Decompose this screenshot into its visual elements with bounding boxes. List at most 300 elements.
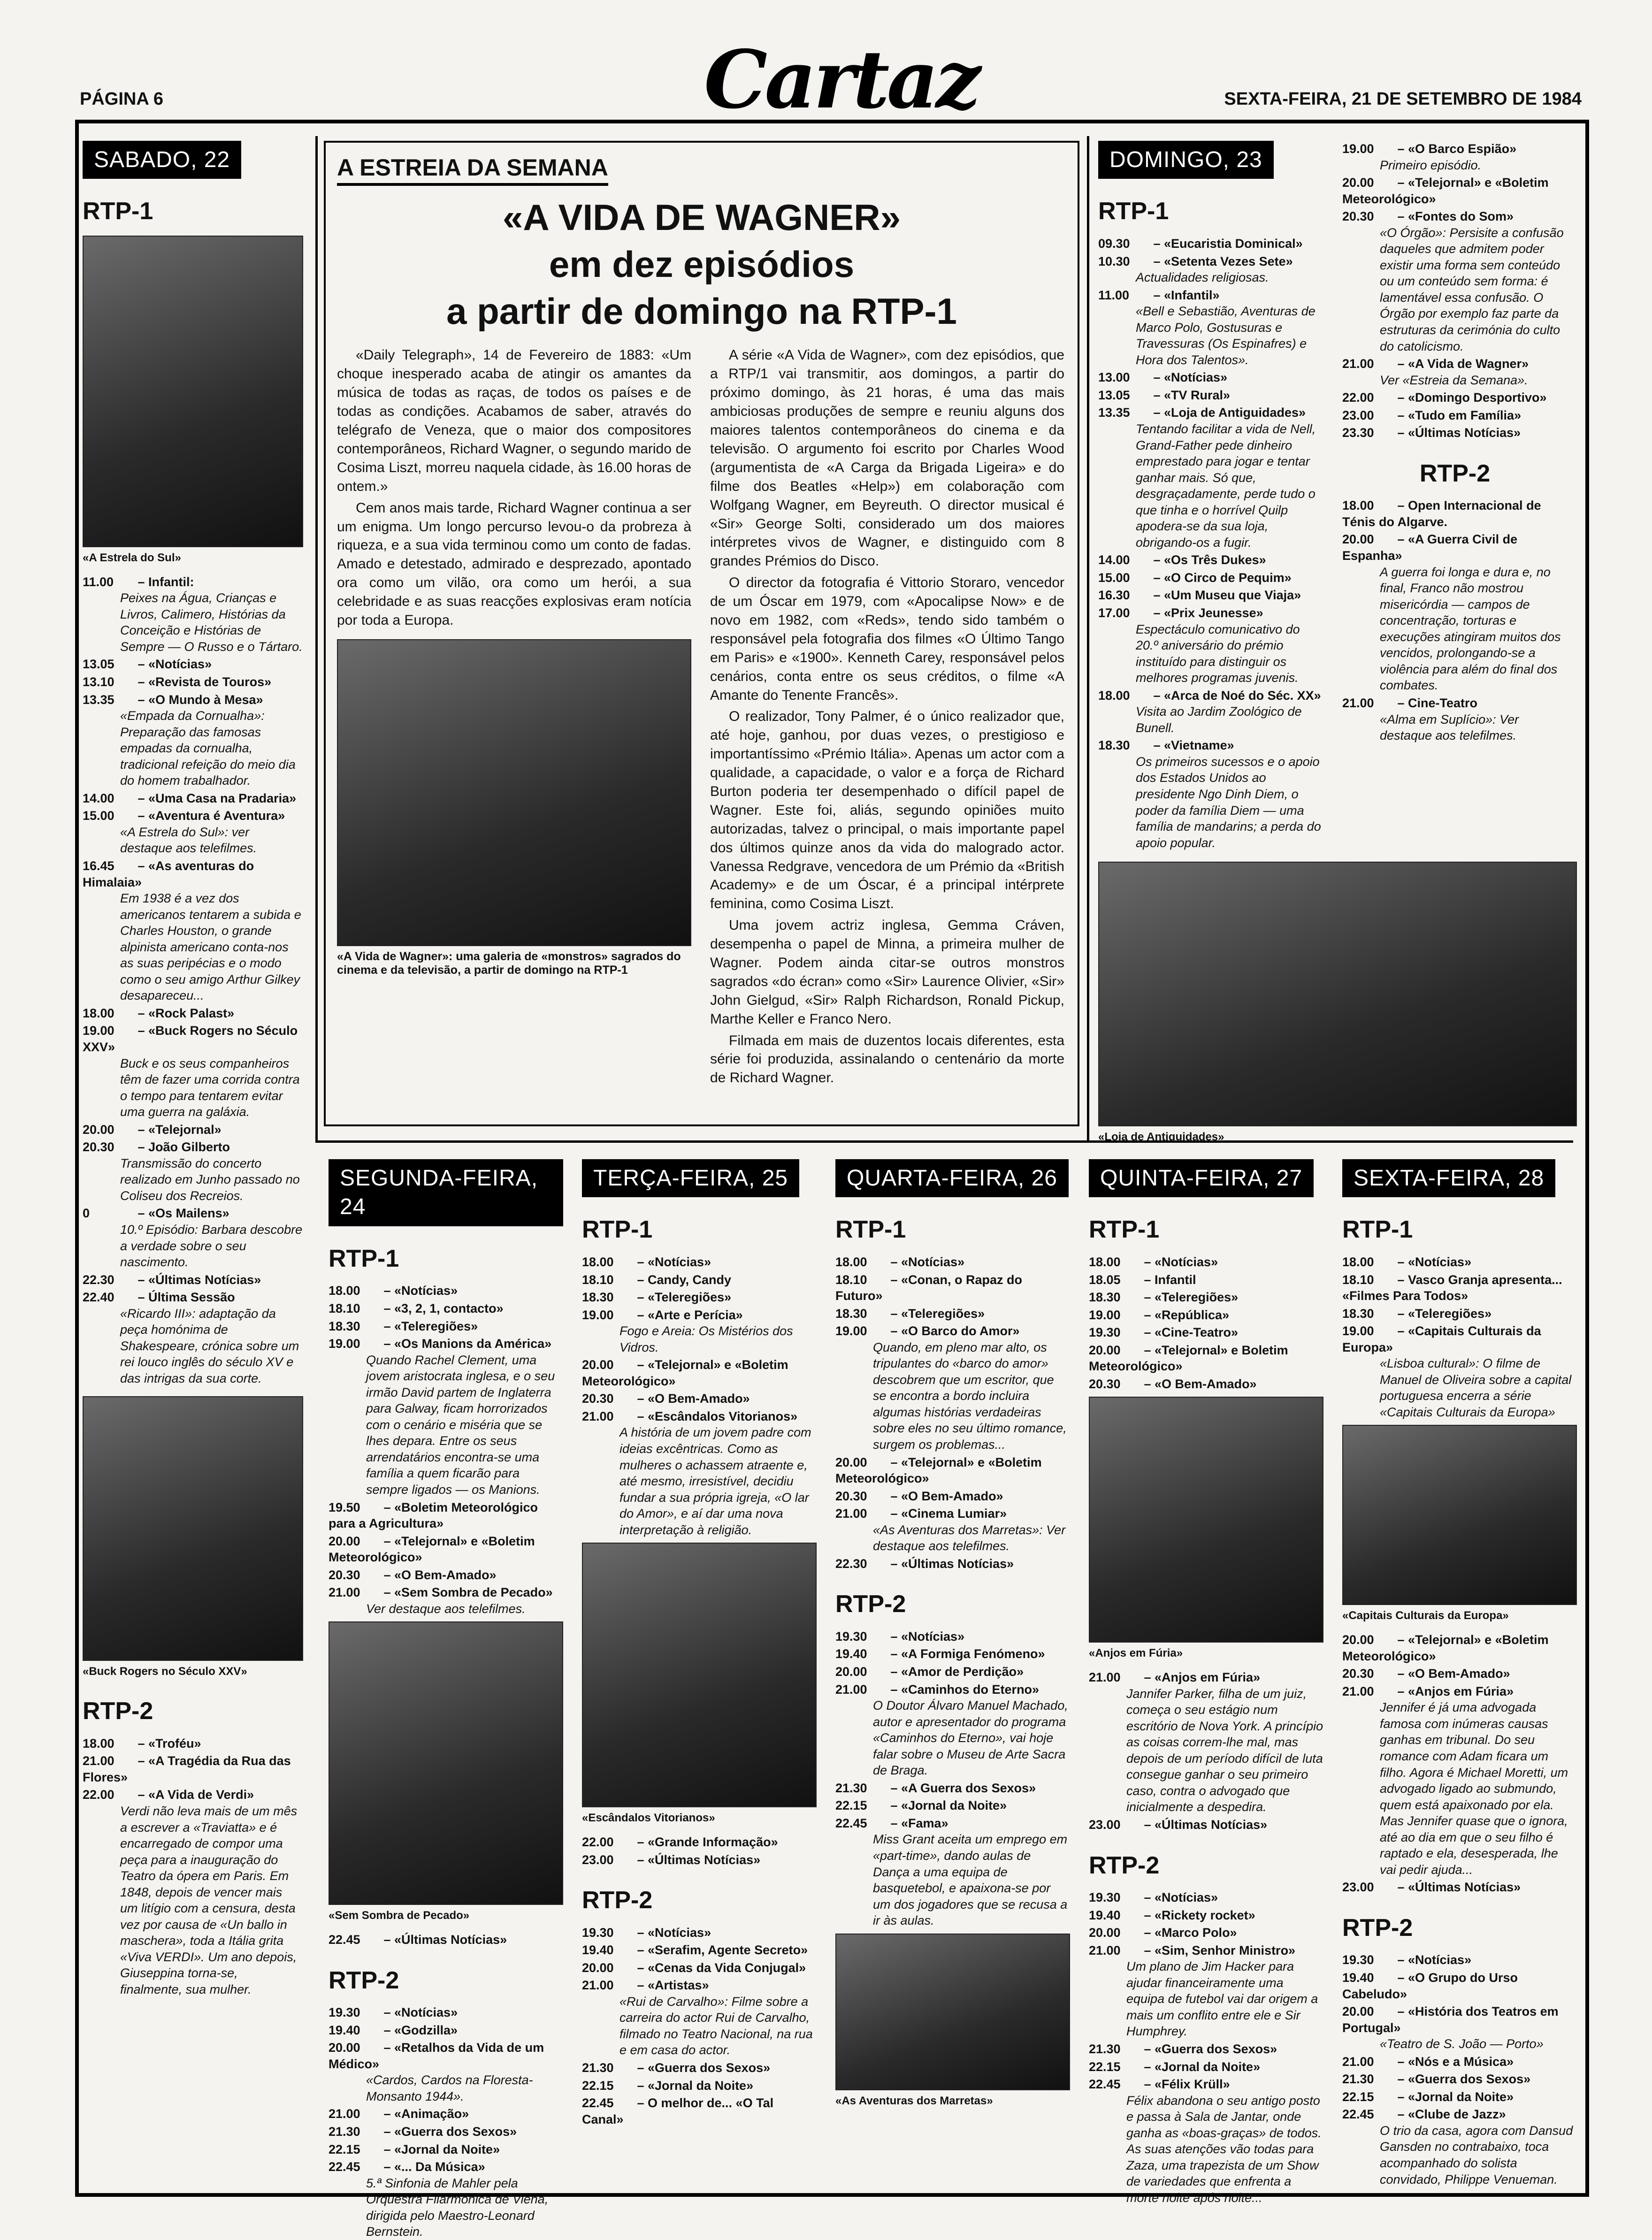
program-time: 21.00	[329, 1585, 360, 1600]
program-time: 09.30	[1098, 236, 1130, 251]
photo-caption: «Escândalos Vitorianos»	[582, 1812, 715, 1825]
program-title: – «Notícias»	[1140, 1890, 1218, 1905]
issue-date: SEXTA-FEIRA, 21 DE SETEMBRO DE 1984	[1224, 89, 1582, 109]
program-entry	[329, 1300, 563, 1317]
program-title: – O melhor de... «O Tal Canal»	[582, 2096, 774, 2126]
program-time: 15.00	[1098, 570, 1130, 585]
photo-sem-sombra-de-pecado	[329, 1621, 563, 1905]
program-time: 0	[83, 1206, 90, 1221]
program-entry	[83, 1735, 303, 1752]
program-description: «Empada da Cornualha»: Preparação das famosas empadas da cornualha, tradicional refeição do meio dia do homem trabalhador.	[120, 709, 296, 788]
channel-heading: RTP-2	[1089, 1851, 1160, 1879]
photo-caption: «Capitais Culturais da Europa»	[1342, 1609, 1509, 1622]
program-time: 20.00	[329, 2041, 360, 2055]
program-time: 18.30	[1089, 1290, 1121, 1305]
program-entry	[1098, 587, 1323, 604]
program-entry	[582, 1852, 817, 1868]
program-time: 21.00	[582, 1978, 614, 1993]
program-entry	[835, 1815, 1070, 1929]
program-list	[582, 1834, 817, 1868]
program-title: – «Últimas Notícias»	[887, 1556, 1014, 1571]
program-entry	[83, 574, 303, 655]
program-description: «Bell e Sebastião, Aventuras de Marco Polo, Gostusuras e Travessuras (Os Espinafres) e Hora dos Talentos».	[1136, 304, 1315, 367]
program-title: – «Últimas Notícias»	[1394, 1880, 1521, 1895]
program-list	[1342, 1632, 1577, 1896]
program-entry	[329, 1336, 563, 1498]
photo-escandalos-vitorianos	[582, 1543, 817, 1807]
program-title: – «Vietname»	[1150, 738, 1234, 753]
program-time: 22.45	[582, 2096, 614, 2110]
program-title: – «Últimas Notícias»	[380, 1933, 507, 1947]
program-time: 21.30	[329, 2125, 360, 2139]
program-entry	[1342, 1272, 1577, 1304]
program-title: – «Jornal da Noite»	[887, 1798, 1007, 1813]
photo-capitais-culturais	[1342, 1425, 1577, 1605]
program-title: – «A Tragédia da Rua das Flores»	[83, 1754, 291, 1784]
program-entry	[1342, 2003, 1577, 2052]
program-title: – «Artistas»	[634, 1978, 709, 1993]
program-list	[1342, 497, 1568, 743]
program-title: – «Telejornal» e «Boletim Meteorológico»	[835, 1455, 1042, 1486]
program-title: – «Notícias»	[1150, 370, 1228, 385]
program-title: – «Um Museu que Viaja»	[1150, 588, 1301, 603]
program-time: 20.00	[329, 1534, 360, 1548]
channel-heading: RTP-2	[835, 1590, 906, 1618]
program-time: 21.30	[1342, 2072, 1374, 2087]
program-list	[582, 1925, 817, 2128]
program-time: 18.00	[835, 1254, 867, 1269]
program-time: 22.30	[83, 1272, 115, 1287]
program-title: – «Godzilla»	[380, 2023, 458, 2037]
program-time: 18.30	[329, 1319, 360, 1333]
program-title: – «Félix Krüll»	[1140, 2077, 1230, 2092]
channel-heading: RTP-2	[329, 1966, 399, 1994]
program-title: – «Fama»	[887, 1816, 948, 1830]
program-description: Buck e os seus companheiros têm de fazer uma corrida contra o tempo para tentarem evitar uma guerra na galáxia.	[120, 1056, 300, 1119]
program-title: – «A Guerra Civil de Espanha»	[1342, 532, 1518, 563]
program-title: – «Jornal da Noite»	[380, 2142, 500, 2156]
program-entry	[83, 1272, 303, 1288]
program-title: – «Arte e Perícia»	[634, 1307, 743, 1322]
program-title: – «Capitais Culturais da Europa»	[1342, 1324, 1541, 1354]
program-time: 20.30	[582, 1391, 614, 1406]
program-time: 18.00	[1342, 498, 1374, 513]
program-time: 19.30	[1089, 1890, 1121, 1905]
program-time: 19.50	[329, 1500, 360, 1514]
program-title: – Candy, Candy	[634, 1272, 732, 1287]
program-description: O Doutor Álvaro Manuel Machado, autor e apresentador do programa «Caminhos do Eterno», vai hoje falar sobre o Museu de Arte Sacra de Braga.	[873, 1698, 1068, 1778]
program-list	[329, 1932, 563, 1948]
program-title: – «Telejornal» e «Boletim Meteorológico»	[582, 1358, 788, 1388]
program-entry	[1342, 1306, 1577, 1322]
program-time: 19.00	[1342, 142, 1374, 156]
program-title: – «A Formiga Fenómeno»	[887, 1647, 1045, 1661]
feature-paragraph: Uma jovem actriz inglesa, Gemma Cráven, desempenha o papel de Minna, a primeira mulher de Wagner. Podem ainda citar-se outros monstros sagrados «do écran» como «Sir» Laurence Olivier, «Sir» John Gielgud, «Sir» Ralph Richardson, Ronald Pickup, Marthe Keller e Franco Nero.	[710, 917, 1064, 1027]
program-entry	[1342, 1952, 1577, 1968]
feature-paragraph: O director da fotografia é Vittorio Storaro, vencedor de um Óscar em 1979, com «Apocalipse Now» e de novo em 1982, com «Reds», tendo sido também o responsável pela fotografia dos filmes «O Último Tango em Paris» e «1900». Kenneth Carey, responsável pelos cenários, conta entre os seus créditos, o filme «A Amante do Tenente Francês».	[710, 575, 1064, 703]
program-title: – «Rock Palast»	[134, 1006, 235, 1020]
photo-vida-de-wagner	[337, 639, 691, 946]
program-entry	[1098, 287, 1323, 368]
program-entry	[1089, 1669, 1323, 1815]
program-time: 20.00	[582, 1358, 614, 1372]
photo-caption: «Buck Rogers no Século XXV»	[83, 1665, 247, 1678]
program-entry	[83, 808, 303, 856]
program-time: 21.00	[1342, 1684, 1374, 1698]
program-title: – «Eucaristia Dominical»	[1150, 236, 1303, 251]
program-time: 22.15	[329, 2142, 360, 2156]
program-entry	[1089, 1817, 1323, 1833]
program-entry	[582, 2095, 817, 2127]
program-time: 22.45	[1342, 2107, 1374, 2122]
program-entry	[1342, 2071, 1577, 2087]
program-entry	[1342, 497, 1568, 530]
program-time: 22.45	[329, 1933, 360, 1947]
program-time: 13.05	[1098, 388, 1130, 402]
program-title: – «Caminhos do Eterno»	[887, 1682, 1040, 1697]
program-time: 21.30	[582, 2061, 614, 2075]
program-description: Em 1938 é a vez dos americanos tentarem a subida e Charles Houston, o grande alpinista americano conta-nos as suas peripécias e o modo como o seu amigo Arthur Gilkey desapareceu...	[120, 891, 301, 1003]
program-entry	[582, 1977, 817, 2058]
program-entry	[582, 1254, 817, 1270]
day-heading: SEGUNDA-FEIRA, 24	[329, 1159, 563, 1226]
program-title: – «Telejornal» e «Boletim Meteorológico»	[1342, 1633, 1549, 1663]
program-entry	[1089, 1342, 1323, 1375]
program-list	[582, 1254, 817, 1538]
day-heading: DOMINGO, 23	[1098, 141, 1274, 179]
thursday-column	[1089, 1159, 1323, 2205]
program-time: 18.00	[1342, 1254, 1374, 1269]
photo-caption: «Sem Sombra de Pecado»	[329, 1909, 470, 1922]
program-entry	[1098, 552, 1323, 568]
program-title: – «Teleregiões»	[1394, 1306, 1492, 1321]
program-entry	[835, 1780, 1070, 1797]
program-description: Um plano de Jim Hacker para ajudar financeiramente uma equipa de futebol vai dar origem a mais um conflito entre ele e Sir Humphrey.	[1126, 1959, 1318, 2039]
photo-caption: «A Vida de Wagner»: uma galeria de «monstros» sagrados do cinema e da televisão, a partir de domingo na RTP-1	[337, 949, 681, 977]
program-time: 22.30	[835, 1556, 867, 1571]
program-title: – «Os Mailens»	[134, 1206, 229, 1221]
photo-loja-de-antiguidades	[1098, 862, 1577, 1126]
program-entry	[1089, 1376, 1323, 1392]
program-title: – «Conan, o Rapaz do Futuro»	[835, 1272, 1023, 1303]
program-title: – «Loja de Antiguidades»	[1150, 405, 1306, 420]
program-list	[83, 1735, 303, 1998]
program-time: 14.00	[1098, 553, 1130, 567]
program-list	[329, 1283, 563, 1617]
program-time: 20.30	[83, 1140, 115, 1154]
program-title: – «Notícias»	[1140, 1254, 1218, 1269]
feature-paragraph: Cem anos mais tarde, Richard Wagner continua a ser um enigma. Um longo percurso levou-o da probreza à riqueza, e a sua vida terminou como um conto de fadas. Amado e detestado, admirado e desprezado, apontado ora como um vilão, ora como um herói, a sua celebridade e as suas reacções explosivas eram notícia por toda a Europa.	[337, 500, 691, 628]
program-time: 19.00	[329, 1337, 360, 1351]
program-time: 19.00	[835, 1324, 867, 1338]
program-time: 13.35	[1098, 405, 1130, 420]
program-time: 22.15	[835, 1798, 867, 1813]
program-description: Tentando facilitar a vida de Nell, Grand-Father pede dinheiro emprestado para jogar e tentar ganhar mais. Só que, desgraçadamente, perde tudo o que tinha e o horrível Quilp apodera-se da sua loja, obrigando-os a fugir.	[1136, 422, 1316, 550]
program-title: – «Teleregiões»	[1140, 1290, 1239, 1305]
program-description: «A Estrela do Sul»: ver destaque aos telefilmes.	[120, 825, 257, 856]
program-entry	[1098, 236, 1323, 252]
program-entry	[1089, 1907, 1323, 1924]
feature-paragraph: O realizador, Tony Palmer, é o único realizador que, até hoje, ganhou, por duas vezes, o prestigioso e importantíssimo «Prémio Itália». Apenas um actor com a qualidade, a capacidade, o valor e a força de Richard Burton poderia ter desempenhado o difícil papel de Wagner. Este foi, aliás, segundo opiniões muito autorizadas, talvez o principal, o mais importante papel dos últimos quinze anos da vida do malogrado actor. Vanessa Redgrave, vencedora de um Prémio da «British Academy» e de um Óscar, é a principal intérprete feminina, como Cosima Liszt.	[710, 709, 1064, 912]
channel-heading: RTP-1	[835, 1216, 906, 1244]
program-description: Visita ao Jardim Zoológico de Bunell.	[1136, 704, 1302, 735]
program-title: – «Teleregiões»	[380, 1319, 478, 1333]
program-entry	[1098, 688, 1323, 736]
program-description: Félix abandona o seu antigo posto e passa à Sala de Jantar, onde ganha as «boas-graças» de todos. As suas atenções vão todas para Zaza, uma trapezista de um Show de variedades que enfrenta a morte noite após noite...	[1126, 2093, 1322, 2205]
channel-heading: RTP-1	[1089, 1216, 1160, 1244]
photo-caption: «A Estrela do Sul»	[83, 551, 181, 564]
program-entry	[1342, 356, 1568, 388]
program-title: – «Notícias»	[634, 1925, 711, 1940]
channel-heading: RTP-2	[1419, 459, 1491, 487]
program-entry	[329, 1318, 563, 1335]
program-description: Quando Rachel Clement, uma jovem aristocrata inglesa, e o seu irmão David partem de Inglaterra para Galway, ficam horrorizados com o cenário e miséria que se lhes depara. Entre os seus arrendatários encontra-se uma família a quem ficarão para sempre ligados — os Manions.	[366, 1353, 555, 1497]
program-entry	[83, 1023, 303, 1120]
program-entry	[1089, 1925, 1323, 1941]
column-rule	[1087, 136, 1089, 1140]
program-title: – «Cinema Lumiar»	[887, 1506, 1007, 1521]
program-title: – «As aventuras do Himalaia»	[83, 859, 254, 889]
program-title: – «... Da Música»	[380, 2160, 485, 2174]
program-description: Verdi não leva mais de um mês a escrever a «Traviatta» e é encarregado de compor uma peça para a inauguração do Teatro da ópera em Paris. Em 1848, depois de vencer mais um litígio com a censura, desta vez por causa de «Un ballo in maschera», toda a Itália grita «Viva VERDI». Um ano depois, Giuseppina torna-se, finalmente, sua mulher.	[120, 1804, 298, 1996]
program-time: 15.00	[83, 809, 115, 823]
program-description: O trio da casa, agora com Dansud Gansden no contrabaixo, toca acompanhado do solista convidado, Philippe Venueman.	[1380, 2123, 1573, 2186]
program-title: – «Notícias»	[380, 1284, 458, 1298]
program-entry	[1342, 1683, 1577, 1878]
program-entry	[1342, 390, 1568, 406]
program-time: 20.00	[835, 1665, 867, 1679]
program-entry	[329, 1283, 563, 1299]
program-title: – «Anjos em Fúria»	[1394, 1684, 1514, 1698]
tuesday-column	[582, 1159, 817, 2178]
program-title: – «Animação»	[380, 2107, 469, 2121]
program-title: – «Uma Casa na Pradaria»	[134, 791, 297, 805]
program-title: – «O Barco Espião»	[1394, 142, 1517, 156]
program-list	[1089, 1669, 1323, 1833]
program-title: – «Guerra dos Sexos»	[1394, 2072, 1531, 2087]
program-title: – «Teleregiões»	[634, 1290, 732, 1305]
program-list	[1089, 1889, 1323, 2206]
program-description: Os primeiros sucessos e o apoio dos Estados Unidos ao presidente Ngo Dinh Diem, o poder da família Diem — uma família de mandarins; a perda do apoio popular.	[1136, 754, 1321, 850]
program-list	[329, 2004, 563, 2240]
program-description: A história de um jovem padre com ideias excêntricas. Como as mulheres o achassem atraente e, até mesmo, irresistível, decidiu fundar a sua própria igreja, «O lar do Amor», e aí dar uma nova interpretação à religião.	[620, 1425, 811, 1537]
program-time: 18.00	[329, 1284, 360, 1298]
photo-anjos-em-furia	[1089, 1397, 1323, 1643]
program-entry	[1342, 2054, 1577, 2070]
program-entry	[1089, 1289, 1323, 1306]
program-time: 21.00	[582, 1409, 614, 1423]
program-title: – «Telejornal» e Boletim Meteorológico»	[1089, 1343, 1288, 1374]
program-title: – «3, 2, 1, contacto»	[380, 1301, 504, 1315]
program-title: – «A Vida de Wagner»	[1394, 357, 1529, 371]
program-description: «Rui de Carvalho»: Filme sobre a carreira do actor Rui de Carvalho, filmado no Teatro Nacional, na rua e em casa do actor.	[620, 1994, 813, 2057]
program-time: 13.00	[1098, 370, 1130, 385]
program-entry	[1342, 695, 1568, 744]
program-description: «Alma em Suplício»: Ver destaque aos telefilmes.	[1380, 712, 1519, 743]
program-time: 11.00	[1098, 288, 1130, 302]
program-entry	[1089, 1942, 1323, 2040]
channel-heading: RTP-1	[1342, 1216, 1413, 1244]
program-title: – «O Bem-Amado»	[1394, 1667, 1510, 1681]
program-title: – «Sim, Senhor Ministro»	[1140, 1943, 1296, 1957]
program-time: 20.30	[835, 1489, 867, 1503]
program-description: Espectáculo comunicativo do 20.º aniversário do prémio instituído para distinguir os melhores programas juvenis.	[1136, 622, 1300, 685]
day-heading: SABADO, 22	[83, 141, 241, 179]
program-entry	[582, 1834, 817, 1850]
program-description: «As Aventuras dos Marretas»: Ver destaque aos telefilmes.	[873, 1522, 1066, 1553]
program-time: 22.00	[1342, 390, 1374, 405]
program-title: – «TV Rural»	[1150, 388, 1231, 402]
program-entry	[1342, 1254, 1577, 1270]
program-title: – Última Sessão	[134, 1290, 235, 1305]
program-time: 21.00	[1089, 1670, 1121, 1685]
program-entry	[329, 2124, 563, 2140]
program-title: – «Domingo Desportivo»	[1394, 390, 1547, 405]
program-description: Fogo e Areia: Os Mistérios dos Vidros.	[620, 1324, 793, 1354]
program-time: 19.30	[1342, 1953, 1374, 1967]
program-description: Actualidades religiosas.	[1136, 270, 1269, 285]
program-entry	[83, 790, 303, 807]
program-description: Transmissão do concerto realizado em Junho passado no Coliseu dos Recreios.	[120, 1156, 300, 1203]
program-entry	[1342, 407, 1568, 424]
program-description: 5.ª Sinfonia de Mahler pela Orquestra Filarmónica de Viena, dirigida pelo Maestro-Leonard Bernstein.	[366, 2176, 549, 2239]
page-number: PÁGINA 6	[80, 89, 164, 109]
program-time: 21.00	[1089, 1943, 1121, 1957]
program-entry	[835, 1254, 1070, 1270]
program-title: – «O Bem-Amado»	[380, 1567, 497, 1582]
program-list	[1342, 141, 1568, 441]
program-title: – «Os Três Dukes»	[1150, 553, 1266, 567]
program-entry	[835, 1797, 1070, 1814]
feature-text-col2	[710, 346, 1064, 1090]
feature-kicker: A ESTREIA DA SEMANA	[337, 154, 608, 186]
program-title: – «Grande Informação»	[634, 1835, 778, 1849]
program-time: 21.00	[83, 1754, 115, 1768]
program-time: 20.00	[1089, 1926, 1121, 1940]
photo-buck-rogers	[83, 1396, 303, 1661]
program-title: – «Fontes do Som»	[1394, 209, 1514, 224]
program-title: – «Notícias»	[134, 657, 212, 672]
program-entry	[83, 1787, 303, 1997]
program-entry	[582, 1408, 817, 1538]
program-list	[835, 1628, 1070, 1929]
program-title: – «Marco Polo»	[1140, 1926, 1237, 1940]
program-time: 22.40	[83, 1290, 115, 1305]
program-time: 17.00	[1098, 606, 1130, 620]
program-time: 18.10	[329, 1301, 360, 1315]
channel-heading: RTP-2	[582, 1887, 653, 1914]
channel-heading: RTP-2	[1342, 1914, 1413, 1942]
program-time: 19.40	[329, 2023, 360, 2037]
photo-caption: «Loja de Antiguidades»	[1098, 1131, 1224, 1144]
program-time: 14.00	[83, 791, 115, 805]
program-title: – «Jornal da Noite»	[1140, 2059, 1261, 2074]
program-time: 19.00	[83, 1024, 115, 1038]
program-time: 20.30	[1342, 209, 1374, 224]
program-time: 21.00	[1342, 2054, 1374, 2069]
program-entry	[582, 1391, 817, 1407]
program-time: 20.00	[582, 1960, 614, 1975]
program-title: – «Jornal da Noite»	[634, 2078, 754, 2093]
program-title: – «Guerra dos Sexos»	[380, 2125, 517, 2139]
program-time: 18.30	[1342, 1306, 1374, 1321]
program-time: 13.10	[83, 674, 115, 689]
program-title: – «Cenas da Vida Conjugal»	[634, 1960, 806, 1975]
program-title: – «Troféu»	[134, 1736, 201, 1751]
program-title: – «Últimas Notícias»	[1140, 1818, 1268, 1832]
feature-article	[324, 141, 1079, 1126]
program-title: – «Telejornal»	[134, 1122, 222, 1137]
program-description: «Lisboa cultural»: O filme de Manuel de Oliveira sobre a capital portuguesa encerra a série «Capitais Culturais da Europa»	[1380, 1356, 1572, 1419]
program-description: Jannifer Parker, filha de um juiz, começa o seu estágio num escritório de Nova York. A princípio as coisas correm-lhe mal, mas depois de um período difícil de luta consegue ganhar o seu primeiro caso, contra o advogado que inicialmente a despedira.	[1126, 1686, 1323, 1814]
program-entry	[1342, 1666, 1577, 1682]
program-time: 19.40	[1089, 1908, 1121, 1922]
program-time: 19.40	[1342, 1971, 1374, 1985]
program-title: – «Amor de Perdição»	[887, 1665, 1024, 1679]
program-time: 20.30	[329, 1567, 360, 1582]
program-time: 18.30	[835, 1306, 867, 1321]
photo-estrela-do-sul	[83, 236, 303, 547]
program-entry	[329, 1584, 563, 1617]
day-heading: QUINTA-FEIRA, 27	[1089, 1159, 1314, 1197]
program-title: – «Nós e a Música»	[1394, 2054, 1514, 2069]
program-entry	[582, 1307, 817, 1356]
program-time: 20.00	[1342, 176, 1374, 190]
program-time: 21.00	[329, 2107, 360, 2121]
program-entry	[329, 2106, 563, 2122]
program-entry	[1342, 1879, 1577, 1896]
program-title: – «Infantil»	[1150, 288, 1220, 302]
program-entry	[83, 692, 303, 789]
program-entry	[83, 1122, 303, 1138]
program-title: – «O Circo de Pequim»	[1150, 570, 1292, 585]
program-entry	[835, 1323, 1070, 1453]
program-title: – «Notícias»	[887, 1254, 965, 1269]
program-time: 10.30	[1098, 254, 1130, 268]
program-time: 22.45	[1089, 2077, 1121, 2092]
program-title: – «Rickety rocket»	[1140, 1908, 1255, 1922]
program-title: – «Tudo em Família»	[1394, 408, 1522, 422]
program-time: 18.30	[582, 1290, 614, 1305]
program-time: 20.30	[1089, 1376, 1121, 1391]
program-time: 23.00	[1342, 408, 1374, 422]
program-time: 13.35	[83, 692, 115, 707]
program-title: – «O Barco do Amor»	[887, 1324, 1020, 1338]
program-entry	[83, 1205, 303, 1270]
channel-heading: RTP-1	[83, 198, 153, 225]
program-time: 18.10	[835, 1272, 867, 1287]
program-entry	[835, 1306, 1070, 1322]
channel-heading: RTP-1	[582, 1216, 653, 1244]
program-entry	[582, 1942, 817, 1958]
program-time: 20.30	[1342, 1667, 1374, 1681]
program-time: 18.10	[582, 1272, 614, 1287]
program-entry	[1089, 2041, 1323, 2057]
program-title: – «História dos Teatros em Portugal»	[1342, 2004, 1559, 2035]
program-entry	[329, 2141, 563, 2158]
program-entry	[1342, 2106, 1577, 2187]
program-time: 21.30	[1089, 2042, 1121, 2057]
program-title: – «Sem Sombra de Pecado»	[380, 1585, 553, 1600]
program-description: «Ricardo III»: adaptação da peça homónima de Shakespeare, crónica sobre um rei louco inglês do século XV e das intrigas da sua corte.	[120, 1306, 299, 1385]
program-entry	[83, 1753, 303, 1785]
program-time: 11.00	[83, 574, 114, 589]
feature-paragraph: «Daily Telegraph», 14 de Fevereiro de 1883: «Um choque inesperado acaba de atingir os amantes da música de todas as raças, de todos os países e de todas as condições. Acabamos de saber, através do telégrafo de Veneza, que o maior dos compositores contemporâneos, Richard Wagner, o segundo marido de Cosima Liszt, morreu naquela cidade, às 16.00 horas de ontem.»	[337, 347, 691, 494]
program-description: «O Órgão»: Persisite a confusão daqueles que admitem poder existir uma forma sem conteúdo ou um conteúdo sem forma: é lamentável essa confusão. O Órgão por exemplo faz parte da estruturas da cerimónia do culto do catolicismo.	[1380, 225, 1564, 353]
program-title: – «República»	[1140, 1307, 1230, 1322]
program-entry	[582, 1960, 817, 1976]
program-time: 18.30	[1098, 738, 1130, 753]
